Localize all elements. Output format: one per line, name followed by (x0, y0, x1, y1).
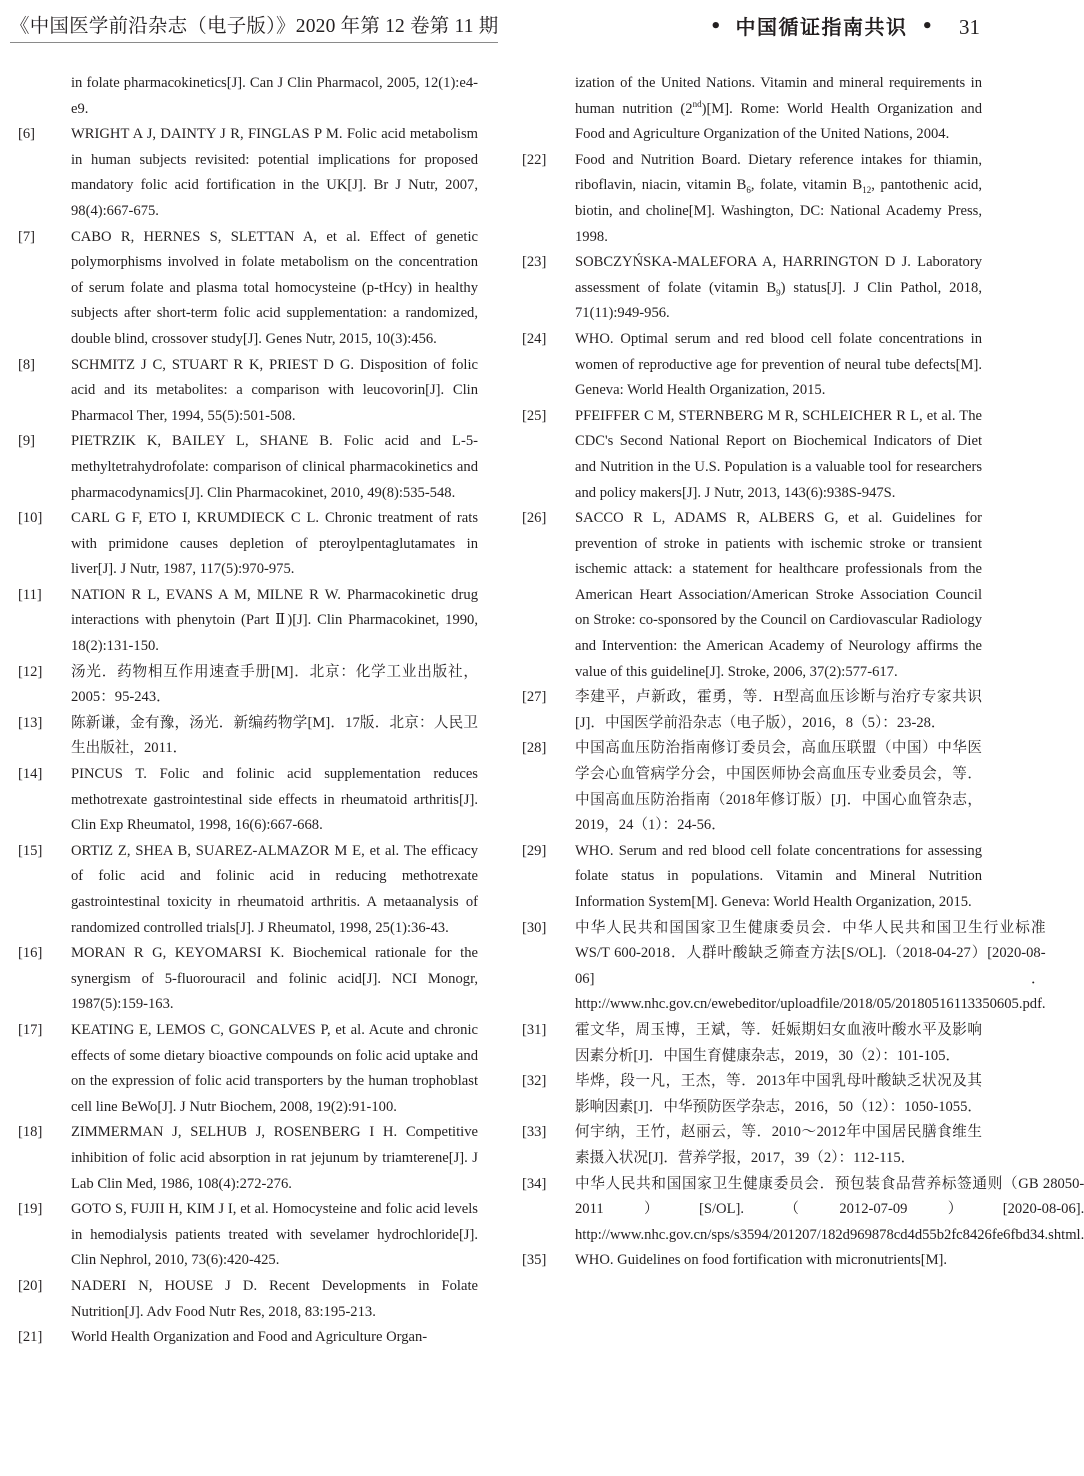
reference-text: PFEIFFER C M, STERNBERG M R, SCHLEICHER R L, et al. The CDC's Second National Report on Biochemical Indicators of Diet and Nutrition in the U.S. Population is a valuable tool for researchers and policy makers[J]. J Nutr, 2013, 143(6):938S-947S. (575, 407, 982, 501)
reference-number: [19] (18, 1201, 43, 1218)
reference-text: ization of the United Nations. Vitamin and mineral requirements in human nutrition (2nd)[M]. Rome: World Health Organization and Food and Agriculture Organization of the United Nations, 2004. (575, 75, 982, 143)
reference-item (522, 916, 1046, 1018)
reference-text: WHO. Guidelines on food fortification with micronutrients[M]. (575, 1252, 948, 1269)
reference-text: in folate pharmacokinetics[J]. Can J Clin Pharmacol, 2005, 12(1):e4-e9. (71, 75, 478, 117)
reference-item (18, 839, 478, 941)
reference-number: [35] (522, 1252, 547, 1269)
reference-text: ZIMMERMAN J, SELHUB J, ROSENBERG I H. Competitive inhibition of folic acid absorption in rat jejunum by triamterene[J]. J Lab Clin Med, 1986, 108(4):272-276. (71, 1124, 478, 1192)
reference-number: [12] (18, 663, 43, 680)
reference-number: [22] (522, 151, 547, 168)
reference-item (18, 1018, 478, 1120)
reference-item (18, 429, 478, 506)
reference-text: NATION R L, EVANS A M, MILNE R W. Pharmacokinetic drug interactions with phenytoin (Part Ⅱ)[J]. Clin Pharmacokinet, 1990, 18(2):131-150. (71, 586, 478, 655)
reference-number: [30] (522, 919, 547, 936)
reference-item (18, 122, 478, 224)
reference-text: 李建平，卢新政，霍勇，等．H型高血压诊断与治疗专家共识[J]．中国医学前沿杂志（电子版），2016，8（5）：23-28． (575, 689, 982, 731)
reference-number: [20] (18, 1277, 43, 1294)
reference-item (522, 404, 982, 506)
reference-number: [15] (18, 842, 43, 859)
reference-number: [6] (18, 126, 36, 143)
reference-number: [17] (18, 1021, 43, 1038)
reference-text: NADERI N, HOUSE J D. Recent Developments in Folate Nutrition[J]. Adv Food Nutr Res, 2018, 83:195-213. (71, 1277, 478, 1320)
reference-number: [32] (522, 1073, 547, 1090)
page-header (0, 0, 1000, 60)
reference-text: 中华人民共和国国家卫生健康委员会．预包装食品营养标签通则（GB 28050-2011）[S/OL].（2012-07-09）[2020-08-06]. http://www.nhc.gov.cn/sps/s3594/201207/182d969878cd4d55b2fc8426fe6fbd34.shtml. (575, 1175, 1084, 1243)
reference-text: SOBCZYŃSKA-MALEFORA A, HARRINGTON D J. Laboratory assessment of folate (vitamin $B_9$) status[J]. J Clin Pathol, 2018, 71(11):949-956. (575, 254, 982, 322)
reference-text: 陈新谦，金有豫，汤光．新编药物学[M]．17版．北京：人民卫生出版社，2011． (71, 714, 478, 757)
reference-number: [34] (522, 1175, 547, 1192)
reference-continuation (18, 71, 478, 122)
reference-number: [25] (522, 407, 547, 424)
reference-text: PIETRZIK K, BAILEY L, SHANE B. Folic acid and L-5-methyltetrahydrofolate: comparison of clinical pharmacokinetics and pharmacodynamics[J]. Clin Pharmacokinet, 2010, 49(8):535-548. (71, 433, 478, 501)
references-column-left (18, 71, 478, 1351)
reference-number: [8] (18, 356, 36, 373)
reference-item (522, 250, 982, 327)
reference-text: 中华人民共和国国家卫生健康委员会．中华人民共和国卫生行业标准 WS/T 600-2018．人群叶酸缺乏筛查方法[S/OL].（2018-04-27）[2020-08-06]．http://www.nhc.gov.cn/ewebeditor/uploadfile/2018/05/20180516113350605.pdf. (575, 919, 1046, 1013)
reference-item (18, 506, 478, 583)
reference-item (18, 1274, 478, 1325)
reference-item (522, 839, 982, 916)
reference-item (18, 225, 478, 353)
reference-item (522, 148, 982, 250)
reference-item (522, 327, 982, 404)
reference-text: ORTIZ Z, SHEA B, SUAREZ-ALMAZOR M E, et al. The efficacy of folic acid and folinic acid in reducing methotrexate gastrointestinal toxicity in rheumatoid arthritis. A metaanalysis of randomized controlled trials[J]. J Rheumatol, 1998, 25(1):36-43. (71, 842, 478, 936)
reference-number: [11] (18, 586, 42, 603)
reference-number: [29] (522, 842, 547, 859)
reference-item (522, 1018, 982, 1069)
reference-item (18, 583, 478, 660)
reference-item (18, 711, 478, 762)
reference-text: 何宇纳，王竹，赵丽云，等．2010～2012年中国居民膳食维生素摄入状况[J]．营养学报，2017，39（2）：112-115． (575, 1124, 982, 1166)
reference-item (18, 1325, 478, 1351)
reference-text: CABO R, HERNES S, SLETTAN A, et al. Effect of genetic polymorphisms involved in folate metabolism on the concentration of serum folate and plasma total homocysteine (p-tHcy) in healthy subjects after short-term folic acid supplementation: a randomized, double blind, crossover study[J]. Genes Nutr, 2015, 10(3):456. (71, 228, 478, 347)
reference-text: 中国高血压防治指南修订委员会，高血压联盟（中国）中华医学会心血管病学分会，中国医师协会高血压专业委员会，等．中国高血压防治指南（2018年修订版）[J]．中国心血管杂志，2019，24（1）：24-56． (575, 740, 982, 834)
reference-item (18, 762, 478, 839)
reference-text: 霍文华，周玉博，王斌，等．妊娠期妇女血液叶酸水平及影响因素分析[J]．中国生育健康杂志，2019，30（2）：101-105． (575, 1021, 982, 1064)
reference-number: [27] (522, 689, 547, 706)
reference-number: [7] (18, 228, 36, 245)
reference-number: [14] (18, 766, 43, 783)
reference-item (522, 685, 982, 736)
reference-number: [10] (18, 510, 43, 527)
reference-number: [26] (522, 510, 547, 527)
reference-item (522, 1248, 982, 1274)
reference-text: CARL G F, ETO I, KRUMDIECK C L. Chronic treatment of rats with primidone causes depletion of pteroylpentaglutamates in liver[J]. J Nutr, 1987, 117(5):970-975. (71, 510, 478, 578)
reference-item (522, 506, 982, 685)
reference-item (522, 1172, 1084, 1249)
bullet-icon: • (709, 16, 722, 37)
reference-number: [24] (522, 330, 547, 347)
reference-item (18, 353, 478, 430)
reference-number: [13] (18, 714, 43, 731)
reference-item (18, 1120, 478, 1197)
journal-title: 《中国医学前沿杂志（电子版）》2020 年第 12 卷第 11 期 (10, 16, 499, 37)
reference-text: PINCUS T. Folic and folinic acid supplementation reduces methotrexate gastrointestinal side effects in rheumatoid arthritis[J]. Clin Exp Rheumatol, 1998, 16(6):667-668. (71, 766, 478, 834)
section-title (710, 14, 980, 40)
reference-item (18, 660, 478, 711)
reference-text: SCHMITZ J C, STUART R K, PRIEST D G. Disposition of folic acid and its metabolites: a comparison with leucovorin[J]. Clin Pharmacol Ther, 1994, 55(5):501-508. (71, 356, 478, 424)
reference-text: Food and Nutrition Board. Dietary reference intakes for thiamin, riboflavin, niacin, vitamin $B_6$, folate, vitamin $B_{12}$, pantothenic acid, biotin, and choline[M]. Washington, DC: National Academy Press, 1998. (575, 151, 982, 245)
reference-number: [9] (18, 433, 36, 450)
reference-text: WHO. Serum and red blood cell folate concentrations for assessing folate status in populations. Vitamin and Mineral Nutrition Information System[M]. Geneva: World Health Organization, 2015. (575, 842, 982, 910)
reference-text: World Health Organization and Food and Agriculture Organ- (71, 1329, 428, 1346)
header-rule (10, 42, 498, 43)
bullet-icon: • (921, 16, 933, 37)
reference-item (18, 941, 478, 1018)
reference-item (522, 1120, 982, 1171)
reference-text: KEATING E, LEMOS C, GONCALVES P, et al. Acute and chronic effects of some dietary bioactive compounds on folic acid uptake and on the expression of folic acid transporters by the human trophoblast cell line BeWo[J]. J Nutr Biochem, 2008, 19(2):91-100. (71, 1021, 478, 1115)
reference-text: MORAN R G, KEYOMARSI K. Biochemical rationale for the synergism of 5-fluorouracil and folinic acid[J]. NCI Monogr, 1987(5):159-163. (71, 945, 478, 1013)
reference-item (522, 736, 982, 838)
reference-number: [23] (522, 254, 547, 271)
reference-number: [21] (18, 1329, 43, 1346)
reference-number: [28] (522, 740, 547, 757)
reference-item (18, 1197, 478, 1274)
reference-text: GOTO S, FUJII H, KIM J I, et al. Homocysteine and folic acid levels in hemodialysis patients treated with sevelamer hydrochloride[J]. Clin Nephrol, 2010, 73(6):420-425. (71, 1201, 478, 1269)
reference-text: 毕烨，段一凡，王杰，等．2013年中国乳母叶酸缺乏状况及其影响因素[J]．中华预防医学杂志，2016，50（12）：1050-1055． (575, 1073, 982, 1115)
section-label: 中国循证指南共识 (735, 15, 908, 39)
reference-text: 汤光．药物相互作用速查手册[M]．北京：化学工业出版社，2005：95-243． (71, 663, 478, 706)
reference-number: [33] (522, 1124, 547, 1141)
reference-number: [18] (18, 1124, 43, 1141)
page-number: 31 (959, 15, 980, 39)
reference-text: WHO. Optimal serum and red blood cell folate concentrations in women of reproductive age for prevention of neural tube defects[M]. Geneva: World Health Organization, 2015. (575, 330, 982, 399)
reference-item (522, 1069, 982, 1120)
references-column-right (522, 71, 1084, 1274)
reference-number: [16] (18, 945, 43, 962)
reference-continuation (522, 71, 982, 148)
reference-text: SACCO R L, ADAMS R, ALBERS G, et al. Guidelines for prevention of stroke in patients with ischemic stroke or transient ischemic attack: a statement for healthcare professionals from the American Heart Association/American Stroke Association Council on Stroke: co-sponsored by the Council on Cardiovascular Radiology and Intervention: the American Academy of Neurology affirms the value of this guideline[J]. Stroke, 2006, 37(2):577-617. (575, 510, 982, 680)
reference-text: WRIGHT A J, DAINTY J R, FINGLAS P M. Folic acid metabolism in human subjects revisited: potential implications for proposed mandatory folic acid fortification in the UK[J]. Br J Nutr, 2007, 98(4):667-675. (71, 126, 478, 219)
reference-number: [31] (522, 1021, 547, 1038)
